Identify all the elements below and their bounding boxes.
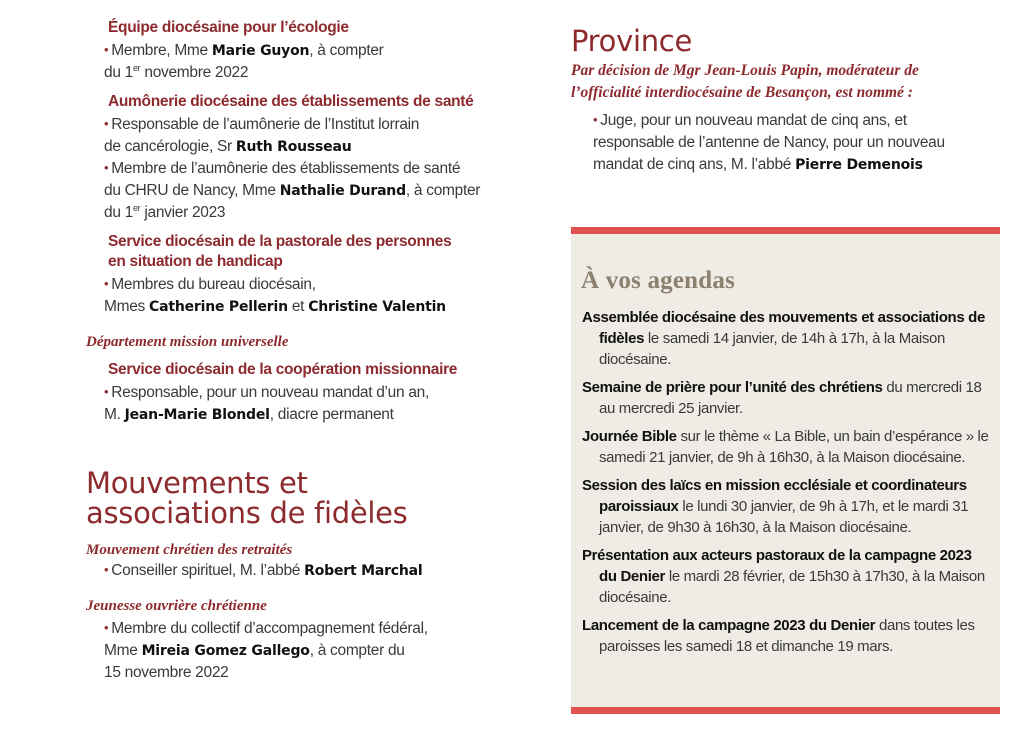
person-name: Ruth Rousseau [235, 139, 352, 155]
agenda-event: Présentation aux acteurs pastoraux de la campagne 2023 du Denier le mardi 28 février, de 15h30 à 17h30, à la Maison diocésaine. [582, 547, 985, 606]
section-title-handicap: Service diocésain de la pastorale des personnes en situation de handicap [108, 233, 452, 270]
person-name: Marie Guyon [211, 43, 310, 59]
list-item: • Responsable, pour un nouveau mandat d’un an, M. Jean-Marie Blondel, diacre permanent [104, 384, 429, 423]
bullet-icon: • [104, 276, 109, 291]
person-name: Nathalie Durand [279, 183, 406, 199]
section-title-cooperation: Service diocésain de la coopération missionnaire [108, 361, 458, 378]
section-title-ecologie: Équipe diocésaine pour l’écologie [108, 19, 349, 36]
list-item: • Membre du collectif d’accompagnement fédéral, Mme Mireia Gomez Gallego, à compter du 15 novembre 2022 [104, 620, 428, 681]
bullet-icon: • [104, 116, 109, 131]
list-item: • Membres du bureau diocésain, Mmes Catherine Pellerin et Christine Valentin [104, 276, 446, 315]
person-name: Robert Marchal [304, 563, 423, 579]
list-item: • Juge, pour un nouveau mandat de cinq ans, et responsable de l’antenne de Nancy, pour un nouveau mandat de cinq ans, M. l’abbé Pierre Demenois [593, 112, 945, 173]
bullet-icon: • [593, 112, 598, 127]
agenda-bottom-bar [571, 707, 1000, 714]
movement-title: Mouvement chrétien des retraités [86, 542, 293, 558]
bullet-icon: • [104, 562, 109, 577]
agenda-events [582, 307, 992, 664]
agenda-top-bar [571, 227, 1000, 234]
person-name: Christine Valentin [308, 299, 446, 315]
bullet-icon: • [104, 160, 109, 175]
right-column [571, 18, 1001, 176]
person-name: Pierre Demenois [795, 157, 923, 173]
list-item: • Conseiller spirituel, M. l’abbé Robert Marchal [104, 562, 423, 579]
agenda-event: Lancement de la campagne 2023 du Denier dans toutes les paroisses les samedi 18 et dimanche 19 mars. [582, 617, 975, 655]
person-name: Jean-Marie Blondel [124, 407, 270, 423]
agenda-event: Semaine de prière pour l’unité des chrétiens du mercredi 18 au mercredi 25 janvier. [582, 379, 982, 417]
bullet-icon: • [104, 384, 109, 399]
bullet-icon: • [104, 620, 109, 635]
agenda-box [571, 227, 1000, 714]
person-name: Mireia Gomez Gallego [141, 643, 310, 659]
movement-title: Jeunesse ouvrière chrétienne [86, 598, 267, 614]
department-title: Département mission universelle [86, 334, 289, 350]
agenda-event: Assemblée diocésaine des mouvements et associations de fidèles le samedi 14 janvier, de 14h à 17h, à la Maison diocésaine. [582, 309, 985, 368]
list-item: • Membre, Mme Marie Guyon, à compter du 1er novembre 2022 [104, 42, 384, 81]
section-heading-province: Province [571, 24, 692, 58]
list-item: • Membre de l’aumônerie des établissements de santé du CHRU de Nancy, Mme Nathalie Durand, à compter du 1er janvier 2023 [104, 160, 481, 221]
section-heading-mouvements: Mouvements et associations de fidèles [86, 466, 408, 530]
person-name: Catherine Pellerin [149, 299, 288, 315]
bullet-icon: • [104, 42, 109, 57]
list-item: • Responsable de l’aumônerie de l’Institut lorrain de cancérologie, Sr Ruth Rousseau [104, 116, 420, 155]
province-intro: Par décision de Mgr Jean-Louis Papin, modérateur de l’officialité interdiocésaine de Besançon, est nommé : [571, 62, 919, 101]
agenda-event: Journée Bible sur le thème « La Bible, un bain d’espérance » le samedi 21 janvier, de 9h à 16h30, à la Maison diocésaine. [582, 428, 989, 466]
section-title-aumonerie: Aumônerie diocésaine des établissements de santé [108, 93, 474, 110]
agenda-event: Session des laïcs en mission ecclésiale et coordinateurs paroissiaux le lundi 30 janvier, de 9h à 17h, et le mardi 31 janvier, de 9h30 à 16h30, à la Maison diocésaine. [582, 477, 969, 536]
left-column [86, 18, 526, 684]
agenda-heading: À vos agendas [581, 267, 736, 294]
